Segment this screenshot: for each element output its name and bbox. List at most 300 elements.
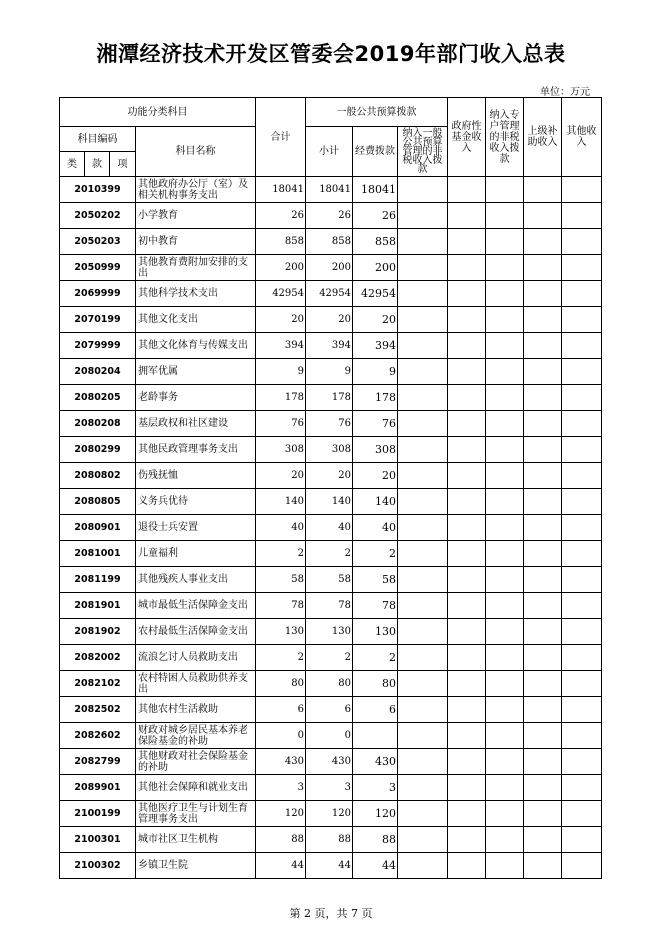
- row-code: 2080805: [60, 489, 136, 515]
- row-code: 2080802: [60, 463, 136, 489]
- row-gov-fund: [448, 593, 486, 619]
- row-funding: 20: [353, 307, 398, 333]
- row-total: 20: [256, 463, 306, 489]
- row-total: 3: [256, 775, 306, 801]
- row-other-income: [562, 619, 602, 645]
- table-row: [60, 619, 602, 645]
- row-total: 18041: [256, 177, 306, 203]
- row-total: 178: [256, 385, 306, 411]
- row-nontax: [398, 619, 448, 645]
- row-name: 其他财政对社会保险基金的补助: [136, 749, 256, 775]
- table-row: [60, 281, 602, 307]
- row-other-income: [562, 671, 602, 697]
- other-income-header: 其他收入: [562, 98, 602, 177]
- row-special-nontax: [486, 593, 524, 619]
- row-subtotal: 2: [306, 645, 353, 671]
- row-subtotal: 44: [306, 853, 353, 879]
- row-code: 2080901: [60, 515, 136, 541]
- row-superior-subsidy: [524, 671, 562, 697]
- row-gov-fund: [448, 567, 486, 593]
- row-funding: 44: [353, 853, 398, 879]
- row-total: 858: [256, 229, 306, 255]
- row-name: 拥军优属: [136, 359, 256, 385]
- row-name: 初中教育: [136, 229, 256, 255]
- row-name: 其他民政管理事务支出: [136, 437, 256, 463]
- row-superior-subsidy: [524, 697, 562, 723]
- row-subtotal: 76: [306, 411, 353, 437]
- row-special-nontax: [486, 853, 524, 879]
- row-funding: 80: [353, 671, 398, 697]
- row-subtotal: 88: [306, 827, 353, 853]
- row-name: 小学教育: [136, 203, 256, 229]
- row-total: 76: [256, 411, 306, 437]
- table-row: [60, 359, 602, 385]
- subtotal-header: 小计: [306, 127, 353, 177]
- row-superior-subsidy: [524, 359, 562, 385]
- row-subtotal: 308: [306, 437, 353, 463]
- row-name: 城市社区卫生机构: [136, 827, 256, 853]
- row-gov-fund: [448, 255, 486, 281]
- special-nontax-header: 纳入专户管理的非税收入拨款: [486, 98, 524, 177]
- table-row: [60, 229, 602, 255]
- row-funding: 18041: [353, 177, 398, 203]
- row-funding: 2: [353, 541, 398, 567]
- row-subtotal: 2: [306, 541, 353, 567]
- row-name: 伤残抚恤: [136, 463, 256, 489]
- row-total: 6: [256, 697, 306, 723]
- row-other-income: [562, 411, 602, 437]
- row-superior-subsidy: [524, 749, 562, 775]
- superior-subsidy-header: 上级补助收入: [524, 98, 562, 177]
- row-name: 农村特困人员救助供养支出: [136, 671, 256, 697]
- row-nontax: [398, 229, 448, 255]
- row-name: 儿童福利: [136, 541, 256, 567]
- row-other-income: [562, 593, 602, 619]
- table-row: [60, 489, 602, 515]
- row-code: 2050999: [60, 255, 136, 281]
- row-funding: 200: [353, 255, 398, 281]
- row-total: 42954: [256, 281, 306, 307]
- table-row: [60, 515, 602, 541]
- row-subtotal: 26: [306, 203, 353, 229]
- row-total: 58: [256, 567, 306, 593]
- row-gov-fund: [448, 619, 486, 645]
- row-special-nontax: [486, 229, 524, 255]
- row-name: 其他政府办公厅（室）及相关机构事务支出: [136, 177, 256, 203]
- row-special-nontax: [486, 567, 524, 593]
- row-funding: 78: [353, 593, 398, 619]
- row-total: 2: [256, 645, 306, 671]
- subject-name-header: 科目名称: [136, 127, 256, 177]
- row-special-nontax: [486, 515, 524, 541]
- row-total: 80: [256, 671, 306, 697]
- row-special-nontax: [486, 619, 524, 645]
- unit-label: 单位：万元: [540, 87, 590, 98]
- row-other-income: [562, 281, 602, 307]
- row-superior-subsidy: [524, 437, 562, 463]
- row-code: 2100302: [60, 853, 136, 879]
- row-total: 78: [256, 593, 306, 619]
- row-gov-fund: [448, 671, 486, 697]
- row-nontax: [398, 697, 448, 723]
- row-other-income: [562, 333, 602, 359]
- total-header: 合计: [256, 98, 306, 177]
- row-special-nontax: [486, 411, 524, 437]
- row-superior-subsidy: [524, 827, 562, 853]
- row-total: 308: [256, 437, 306, 463]
- row-gov-fund: [448, 177, 486, 203]
- row-other-income: [562, 801, 602, 827]
- row-other-income: [562, 177, 602, 203]
- row-other-income: [562, 489, 602, 515]
- row-superior-subsidy: [524, 203, 562, 229]
- row-other-income: [562, 723, 602, 749]
- general-budget-header: 一般公共预算拨款: [306, 98, 448, 127]
- row-subtotal: 58: [306, 567, 353, 593]
- row-gov-fund: [448, 723, 486, 749]
- row-name: 城市最低生活保障金支出: [136, 593, 256, 619]
- row-funding: 3: [353, 775, 398, 801]
- row-superior-subsidy: [524, 229, 562, 255]
- row-superior-subsidy: [524, 567, 562, 593]
- row-funding: 140: [353, 489, 398, 515]
- row-code: 2080299: [60, 437, 136, 463]
- row-superior-subsidy: [524, 723, 562, 749]
- row-special-nontax: [486, 749, 524, 775]
- row-special-nontax: [486, 645, 524, 671]
- row-subtotal: 3: [306, 775, 353, 801]
- row-special-nontax: [486, 723, 524, 749]
- row-total: 2: [256, 541, 306, 567]
- row-special-nontax: [486, 697, 524, 723]
- row-special-nontax: [486, 489, 524, 515]
- row-superior-subsidy: [524, 489, 562, 515]
- row-funding: 42954: [353, 281, 398, 307]
- row-total: 200: [256, 255, 306, 281]
- row-special-nontax: [486, 385, 524, 411]
- row-other-income: [562, 359, 602, 385]
- row-code: 2081902: [60, 619, 136, 645]
- row-subtotal: 0: [306, 723, 353, 749]
- row-special-nontax: [486, 801, 524, 827]
- row-subtotal: 78: [306, 593, 353, 619]
- row-total: 0: [256, 723, 306, 749]
- row-gov-fund: [448, 515, 486, 541]
- row-gov-fund: [448, 385, 486, 411]
- row-funding: 130: [353, 619, 398, 645]
- row-name: 其他文化支出: [136, 307, 256, 333]
- row-nontax: [398, 411, 448, 437]
- row-nontax: [398, 567, 448, 593]
- table-row: [60, 801, 602, 827]
- page-title: 湘潭经济技术开发区管委会2019年部门收入总表: [96, 42, 566, 66]
- row-nontax: [398, 593, 448, 619]
- row-name: 财政对城乡居民基本养老保险基金的补助: [136, 723, 256, 749]
- row-subtotal: 140: [306, 489, 353, 515]
- table-row: [60, 411, 602, 437]
- table-row: [60, 749, 602, 775]
- row-name: 其他医疗卫生与计划生育管理事务支出: [136, 801, 256, 827]
- row-nontax: [398, 333, 448, 359]
- kuan-header: 款: [85, 152, 110, 177]
- table-row: [60, 645, 602, 671]
- row-subtotal: 6: [306, 697, 353, 723]
- xiang-header: 项: [110, 152, 136, 177]
- row-nontax: [398, 775, 448, 801]
- row-funding: 40: [353, 515, 398, 541]
- row-subtotal: 9: [306, 359, 353, 385]
- row-subtotal: 858: [306, 229, 353, 255]
- row-subtotal: 178: [306, 385, 353, 411]
- row-nontax: [398, 203, 448, 229]
- row-other-income: [562, 697, 602, 723]
- row-funding: [353, 723, 398, 749]
- row-code: 2082002: [60, 645, 136, 671]
- table-row: [60, 593, 602, 619]
- table-row: [60, 385, 602, 411]
- row-superior-subsidy: [524, 593, 562, 619]
- row-nontax: [398, 645, 448, 671]
- row-nontax: [398, 489, 448, 515]
- row-subtotal: 120: [306, 801, 353, 827]
- subject-code-header: 科目编码: [60, 127, 136, 152]
- row-special-nontax: [486, 827, 524, 853]
- row-special-nontax: [486, 203, 524, 229]
- row-superior-subsidy: [524, 619, 562, 645]
- row-funding: 430: [353, 749, 398, 775]
- row-code: 2082602: [60, 723, 136, 749]
- row-gov-fund: [448, 281, 486, 307]
- row-name: 其他农村生活救助: [136, 697, 256, 723]
- row-special-nontax: [486, 255, 524, 281]
- row-subtotal: 130: [306, 619, 353, 645]
- row-name: 农村最低生活保障金支出: [136, 619, 256, 645]
- row-total: 130: [256, 619, 306, 645]
- row-total: 20: [256, 307, 306, 333]
- row-nontax: [398, 437, 448, 463]
- row-superior-subsidy: [524, 515, 562, 541]
- row-special-nontax: [486, 541, 524, 567]
- row-superior-subsidy: [524, 541, 562, 567]
- row-nontax: [398, 541, 448, 567]
- row-nontax: [398, 827, 448, 853]
- row-special-nontax: [486, 437, 524, 463]
- row-name: 其他科学技术支出: [136, 281, 256, 307]
- row-code: 2100301: [60, 827, 136, 853]
- row-superior-subsidy: [524, 411, 562, 437]
- row-superior-subsidy: [524, 177, 562, 203]
- row-special-nontax: [486, 775, 524, 801]
- row-code: 2080208: [60, 411, 136, 437]
- table-row: [60, 463, 602, 489]
- row-superior-subsidy: [524, 385, 562, 411]
- row-name: 乡镇卫生院: [136, 853, 256, 879]
- table-row: [60, 775, 602, 801]
- row-nontax: [398, 385, 448, 411]
- row-other-income: [562, 229, 602, 255]
- row-total: 9: [256, 359, 306, 385]
- row-superior-subsidy: [524, 645, 562, 671]
- row-other-income: [562, 645, 602, 671]
- row-name: 其他残疾人事业支出: [136, 567, 256, 593]
- row-funding: 858: [353, 229, 398, 255]
- row-superior-subsidy: [524, 333, 562, 359]
- row-gov-fund: [448, 489, 486, 515]
- row-nontax: [398, 463, 448, 489]
- row-funding: 2: [353, 645, 398, 671]
- row-nontax: [398, 515, 448, 541]
- row-subtotal: 430: [306, 749, 353, 775]
- row-nontax: [398, 723, 448, 749]
- table-row: [60, 203, 602, 229]
- row-nontax: [398, 749, 448, 775]
- row-gov-fund: [448, 645, 486, 671]
- row-total: 430: [256, 749, 306, 775]
- row-total: 88: [256, 827, 306, 853]
- row-nontax: [398, 281, 448, 307]
- row-code: 2082102: [60, 671, 136, 697]
- row-code: 2100199: [60, 801, 136, 827]
- table-row: [60, 541, 602, 567]
- row-other-income: [562, 203, 602, 229]
- row-superior-subsidy: [524, 801, 562, 827]
- row-name: 其他社会保障和就业支出: [136, 775, 256, 801]
- row-funding: 76: [353, 411, 398, 437]
- lei-header: 类: [60, 152, 85, 177]
- row-code: 2082502: [60, 697, 136, 723]
- row-superior-subsidy: [524, 463, 562, 489]
- nontax-in-budget-header: 纳入一般公共预算管理的非税收入拨款: [398, 127, 448, 177]
- row-gov-fund: [448, 437, 486, 463]
- row-subtotal: 18041: [306, 177, 353, 203]
- table-row: [60, 723, 602, 749]
- row-superior-subsidy: [524, 307, 562, 333]
- row-other-income: [562, 307, 602, 333]
- row-gov-fund: [448, 411, 486, 437]
- row-nontax: [398, 801, 448, 827]
- table-row: [60, 827, 602, 853]
- row-code: 2050203: [60, 229, 136, 255]
- table-row: [60, 255, 602, 281]
- row-superior-subsidy: [524, 853, 562, 879]
- page-footer: 第 2 页，共 7 页: [289, 907, 373, 920]
- row-nontax: [398, 359, 448, 385]
- row-superior-subsidy: [524, 281, 562, 307]
- row-funding: 26: [353, 203, 398, 229]
- row-superior-subsidy: [524, 775, 562, 801]
- row-subtotal: 20: [306, 307, 353, 333]
- row-total: 140: [256, 489, 306, 515]
- row-subtotal: 40: [306, 515, 353, 541]
- table-row: [60, 307, 602, 333]
- row-subtotal: 200: [306, 255, 353, 281]
- func-class-header: 功能分类科目: [60, 98, 256, 127]
- row-other-income: [562, 827, 602, 853]
- row-other-income: [562, 385, 602, 411]
- row-funding: 6: [353, 697, 398, 723]
- row-total: 26: [256, 203, 306, 229]
- row-special-nontax: [486, 307, 524, 333]
- table-row: [60, 177, 602, 203]
- row-funding: 120: [353, 801, 398, 827]
- row-funding: 9: [353, 359, 398, 385]
- row-gov-fund: [448, 333, 486, 359]
- row-gov-fund: [448, 307, 486, 333]
- row-other-income: [562, 255, 602, 281]
- row-total: 394: [256, 333, 306, 359]
- row-subtotal: 394: [306, 333, 353, 359]
- row-name: 义务兵优待: [136, 489, 256, 515]
- row-other-income: [562, 437, 602, 463]
- row-name: 退役士兵安置: [136, 515, 256, 541]
- row-gov-fund: [448, 697, 486, 723]
- row-total: 44: [256, 853, 306, 879]
- row-gov-fund: [448, 801, 486, 827]
- row-special-nontax: [486, 177, 524, 203]
- row-superior-subsidy: [524, 255, 562, 281]
- row-gov-fund: [448, 775, 486, 801]
- row-special-nontax: [486, 671, 524, 697]
- row-nontax: [398, 671, 448, 697]
- row-code: 2081199: [60, 567, 136, 593]
- row-name: 流浪乞讨人员救助支出: [136, 645, 256, 671]
- row-code: 2081901: [60, 593, 136, 619]
- row-funding: 58: [353, 567, 398, 593]
- row-other-income: [562, 541, 602, 567]
- gov-fund-header: 政府性基金收入: [448, 98, 486, 177]
- row-gov-fund: [448, 229, 486, 255]
- funding-header: 经费拨款: [353, 127, 398, 177]
- table-row: [60, 697, 602, 723]
- row-gov-fund: [448, 359, 486, 385]
- row-gov-fund: [448, 463, 486, 489]
- row-special-nontax: [486, 359, 524, 385]
- row-name: 其他教育费附加安排的支出: [136, 255, 256, 281]
- row-gov-fund: [448, 203, 486, 229]
- row-other-income: [562, 515, 602, 541]
- row-total: 40: [256, 515, 306, 541]
- row-other-income: [562, 775, 602, 801]
- row-nontax: [398, 177, 448, 203]
- row-code: 2080205: [60, 385, 136, 411]
- row-gov-fund: [448, 541, 486, 567]
- row-code: 2089901: [60, 775, 136, 801]
- row-nontax: [398, 307, 448, 333]
- row-subtotal: 42954: [306, 281, 353, 307]
- table-row: [60, 671, 602, 697]
- row-gov-fund: [448, 827, 486, 853]
- table-row: [60, 333, 602, 359]
- row-code: 2082799: [60, 749, 136, 775]
- row-total: 120: [256, 801, 306, 827]
- row-name: 其他文化体育与传媒支出: [136, 333, 256, 359]
- row-funding: 178: [353, 385, 398, 411]
- row-funding: 88: [353, 827, 398, 853]
- row-code: 2010399: [60, 177, 136, 203]
- row-code: 2081001: [60, 541, 136, 567]
- row-subtotal: 80: [306, 671, 353, 697]
- row-gov-fund: [448, 749, 486, 775]
- row-code: 2079999: [60, 333, 136, 359]
- row-code: 2069999: [60, 281, 136, 307]
- row-code: 2050202: [60, 203, 136, 229]
- row-name: 基层政权和社区建设: [136, 411, 256, 437]
- row-funding: 20: [353, 463, 398, 489]
- row-name: 老龄事务: [136, 385, 256, 411]
- row-code: 2080204: [60, 359, 136, 385]
- row-other-income: [562, 463, 602, 489]
- income-table: [59, 97, 602, 879]
